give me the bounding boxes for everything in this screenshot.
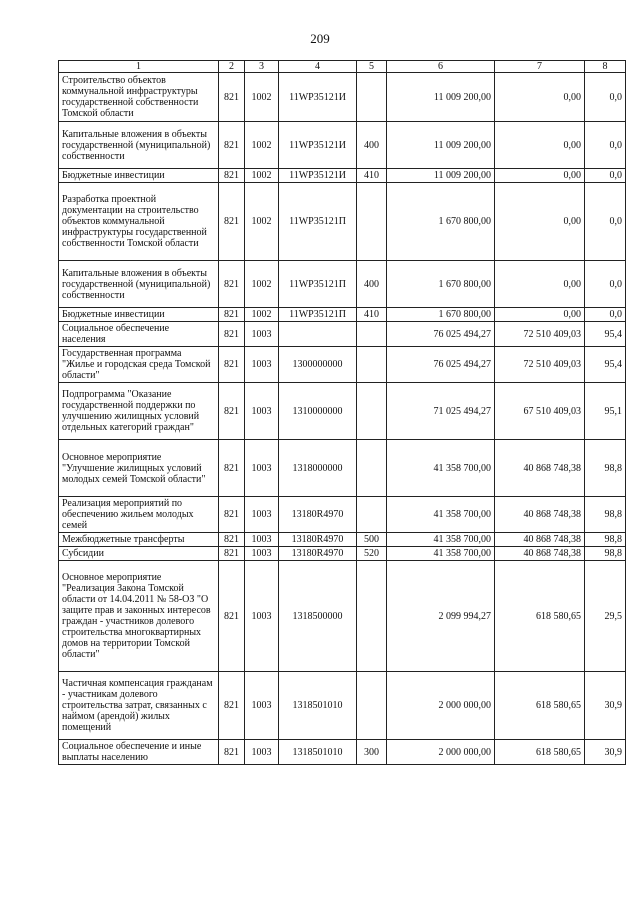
cell-name: Капитальные вложения в объекты государственной (муниципальной) собственности [59, 261, 219, 308]
cell-name: Разработка проектной документации на строительство объектов коммунальной инфраструктуры государственной собственности Томской области [59, 183, 219, 261]
column-header: 3 [245, 61, 279, 73]
cell-expense-type: 400 [357, 261, 387, 308]
table-row [59, 497, 626, 533]
cell-expense-type: 410 [357, 169, 387, 183]
cell-admin-code: 821 [219, 561, 245, 672]
cell-executed: 0,00 [495, 122, 585, 169]
table-row [59, 561, 626, 672]
cell-planned: 1 670 800,00 [387, 261, 495, 308]
cell-admin-code: 821 [219, 183, 245, 261]
cell-name: Строительство объектов коммунальной инфраструктуры государственной собственности Томской области [59, 73, 219, 122]
table-row [59, 261, 626, 308]
cell-expense-type [357, 347, 387, 383]
cell-section-code: 1003 [245, 547, 279, 561]
cell-expense-type: 300 [357, 740, 387, 765]
cell-admin-code: 821 [219, 169, 245, 183]
cell-executed: 40 868 748,38 [495, 440, 585, 497]
cell-section-code: 1003 [245, 672, 279, 740]
cell-admin-code: 821 [219, 73, 245, 122]
cell-percent: 0,0 [585, 183, 626, 261]
cell-target-code: 13180R4970 [279, 497, 357, 533]
cell-name: Основное мероприятие "Улучшение жилищных условий молодых семей Томской области" [59, 440, 219, 497]
cell-executed: 0,00 [495, 183, 585, 261]
cell-target-code: 1318501010 [279, 740, 357, 765]
cell-planned: 76 025 494,27 [387, 322, 495, 347]
column-header: 7 [495, 61, 585, 73]
cell-percent: 30,9 [585, 740, 626, 765]
cell-expense-type [357, 383, 387, 440]
table-row [59, 322, 626, 347]
cell-expense-type [357, 497, 387, 533]
cell-executed: 618 580,65 [495, 561, 585, 672]
cell-planned: 11 009 200,00 [387, 73, 495, 122]
cell-planned: 71 025 494,27 [387, 383, 495, 440]
cell-executed: 0,00 [495, 261, 585, 308]
cell-target-code: 13180R4970 [279, 547, 357, 561]
cell-name: Бюджетные инвестиции [59, 169, 219, 183]
cell-target-code: 11WP35121П [279, 308, 357, 322]
cell-executed: 40 868 748,38 [495, 497, 585, 533]
cell-executed: 0,00 [495, 73, 585, 122]
cell-target-code: 11WP35121И [279, 122, 357, 169]
column-header: 4 [279, 61, 357, 73]
cell-name: Социальное обеспечение населения [59, 322, 219, 347]
cell-executed: 618 580,65 [495, 672, 585, 740]
cell-percent: 95,4 [585, 347, 626, 383]
cell-percent: 0,0 [585, 308, 626, 322]
cell-expense-type: 520 [357, 547, 387, 561]
cell-admin-code: 821 [219, 261, 245, 308]
table-row [59, 547, 626, 561]
cell-target-code: 11WP35121П [279, 261, 357, 308]
cell-expense-type [357, 561, 387, 672]
cell-name: Подпрограмма "Оказание государственной поддержки по улучшению жилищных условий отдельных категорий граждан" [59, 383, 219, 440]
cell-percent: 98,8 [585, 547, 626, 561]
cell-section-code: 1003 [245, 740, 279, 765]
cell-admin-code: 821 [219, 440, 245, 497]
header-row [59, 61, 626, 73]
page-number: 209 [310, 31, 330, 46]
cell-name: Частичная компенсация гражданам - участникам долевого строительства затрат, связанных с наймом (арендой) жилых помещений [59, 672, 219, 740]
cell-section-code: 1003 [245, 533, 279, 547]
table-body [59, 61, 626, 765]
cell-name: Реализация мероприятий по обеспечению жильем молодых семей [59, 497, 219, 533]
cell-percent: 95,1 [585, 383, 626, 440]
cell-expense-type [357, 73, 387, 122]
cell-expense-type [357, 672, 387, 740]
cell-target-code: 1310000000 [279, 383, 357, 440]
cell-section-code: 1003 [245, 322, 279, 347]
cell-executed: 72 510 409,03 [495, 347, 585, 383]
column-header: 5 [357, 61, 387, 73]
table-row [59, 122, 626, 169]
cell-target-code: 1318501010 [279, 672, 357, 740]
cell-executed: 67 510 409,03 [495, 383, 585, 440]
cell-admin-code: 821 [219, 308, 245, 322]
cell-admin-code: 821 [219, 322, 245, 347]
cell-planned: 41 358 700,00 [387, 497, 495, 533]
table-row [59, 73, 626, 122]
cell-target-code: 1300000000 [279, 347, 357, 383]
cell-target-code: 13180R4970 [279, 533, 357, 547]
cell-planned: 2 000 000,00 [387, 672, 495, 740]
cell-admin-code: 821 [219, 672, 245, 740]
cell-planned: 41 358 700,00 [387, 547, 495, 561]
cell-executed: 0,00 [495, 308, 585, 322]
cell-percent: 0,0 [585, 169, 626, 183]
table-row [59, 672, 626, 740]
cell-executed: 618 580,65 [495, 740, 585, 765]
cell-section-code: 1002 [245, 122, 279, 169]
cell-expense-type: 410 [357, 308, 387, 322]
cell-planned: 41 358 700,00 [387, 440, 495, 497]
cell-percent: 0,0 [585, 73, 626, 122]
cell-expense-type [357, 440, 387, 497]
cell-percent: 95,4 [585, 322, 626, 347]
cell-planned: 1 670 800,00 [387, 308, 495, 322]
cell-target-code: 11WP35121И [279, 169, 357, 183]
cell-name: Межбюджетные трансферты [59, 533, 219, 547]
cell-percent: 0,0 [585, 122, 626, 169]
cell-section-code: 1002 [245, 308, 279, 322]
column-header: 6 [387, 61, 495, 73]
cell-section-code: 1003 [245, 383, 279, 440]
table-row [59, 308, 626, 322]
cell-expense-type [357, 322, 387, 347]
cell-section-code: 1002 [245, 169, 279, 183]
cell-percent: 0,0 [585, 261, 626, 308]
cell-expense-type [357, 183, 387, 261]
cell-target-code: 1318000000 [279, 440, 357, 497]
cell-percent: 98,8 [585, 533, 626, 547]
table-row [59, 183, 626, 261]
table-row [59, 440, 626, 497]
column-header: 8 [585, 61, 626, 73]
table-row [59, 347, 626, 383]
cell-section-code: 1003 [245, 561, 279, 672]
cell-section-code: 1003 [245, 347, 279, 383]
cell-name: Субсидии [59, 547, 219, 561]
cell-target-code: 11WP35121П [279, 183, 357, 261]
cell-expense-type: 400 [357, 122, 387, 169]
cell-planned: 2 000 000,00 [387, 740, 495, 765]
cell-percent: 98,8 [585, 440, 626, 497]
cell-planned: 11 009 200,00 [387, 169, 495, 183]
cell-target-code: 11WP35121И [279, 73, 357, 122]
cell-planned: 76 025 494,27 [387, 347, 495, 383]
column-header: 1 [59, 61, 219, 73]
cell-target-code [279, 322, 357, 347]
cell-executed: 72 510 409,03 [495, 322, 585, 347]
cell-executed: 0,00 [495, 169, 585, 183]
cell-section-code: 1002 [245, 73, 279, 122]
table-row [59, 383, 626, 440]
cell-section-code: 1002 [245, 183, 279, 261]
cell-name: Социальное обеспечение и иные выплаты населению [59, 740, 219, 765]
table-row [59, 740, 626, 765]
cell-name: Основное мероприятие "Реализация Закона Томской области от 14.04.2011 № 58-ОЗ "О защите прав и законных интересов граждан - участников долевого строительства многоквартирных домов на территории Томской области" [59, 561, 219, 672]
cell-admin-code: 821 [219, 383, 245, 440]
cell-admin-code: 821 [219, 122, 245, 169]
cell-name: Капитальные вложения в объекты государственной (муниципальной) собственности [59, 122, 219, 169]
cell-admin-code: 821 [219, 547, 245, 561]
table-row [59, 169, 626, 183]
column-header: 2 [219, 61, 245, 73]
cell-percent: 29,5 [585, 561, 626, 672]
cell-admin-code: 821 [219, 533, 245, 547]
table-row [59, 533, 626, 547]
cell-target-code: 1318500000 [279, 561, 357, 672]
cell-executed: 40 868 748,38 [495, 547, 585, 561]
cell-percent: 98,8 [585, 497, 626, 533]
cell-admin-code: 821 [219, 347, 245, 383]
cell-name: Государственная программа "Жилье и городская среда Томской области" [59, 347, 219, 383]
cell-admin-code: 821 [219, 740, 245, 765]
cell-admin-code: 821 [219, 497, 245, 533]
cell-expense-type: 500 [357, 533, 387, 547]
cell-planned: 11 009 200,00 [387, 122, 495, 169]
budget-table [58, 60, 626, 765]
cell-section-code: 1003 [245, 497, 279, 533]
cell-section-code: 1002 [245, 261, 279, 308]
cell-executed: 40 868 748,38 [495, 533, 585, 547]
cell-planned: 2 099 994,27 [387, 561, 495, 672]
cell-percent: 30,9 [585, 672, 626, 740]
cell-name: Бюджетные инвестиции [59, 308, 219, 322]
cell-planned: 41 358 700,00 [387, 533, 495, 547]
cell-planned: 1 670 800,00 [387, 183, 495, 261]
cell-section-code: 1003 [245, 440, 279, 497]
